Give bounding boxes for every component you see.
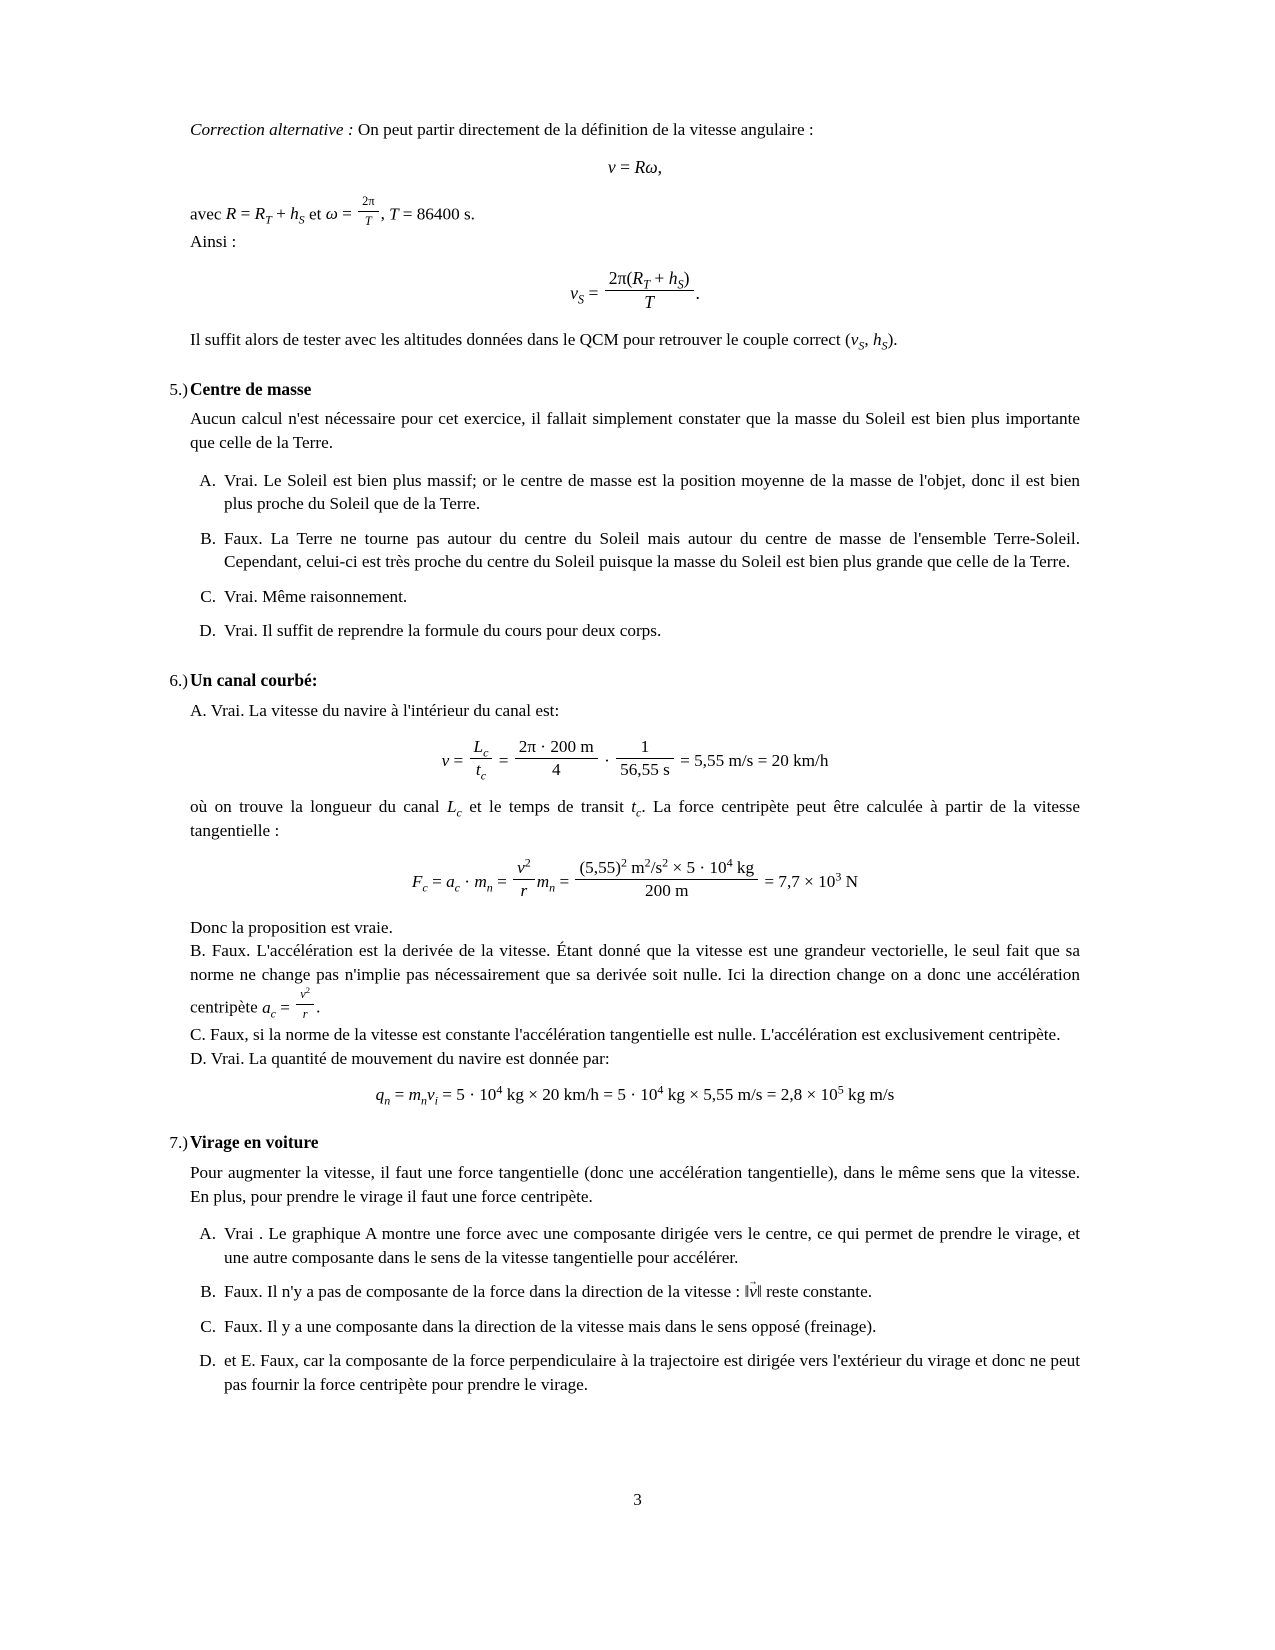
avec-prefix: avec — [190, 203, 222, 223]
correction-alternative-label: Correction alternative : — [190, 120, 354, 139]
correction-alternative-text: On peut partir directement de la définition de la vitesse angulaire : — [353, 120, 814, 139]
avec-mid: et — [308, 203, 322, 223]
exercise-6-after-speed: où on trouve la longueur du canal $L_c$ et le temps de transit $t_c$. La force centripète peut être calculée à partir de la vitesse tangentielle : — [190, 797, 1080, 840]
answer-text-a: Vrai . Le graphique A montre une force avec une composante dirigée vers le centre, ce qui permet de prendre le virage, et une autre composante dans le sens de la vitesse tangentielle pour accélérer. — [224, 1224, 1080, 1267]
list-item — [190, 1280, 1080, 1304]
correction-alternative-paragraph — [190, 118, 1080, 142]
answer-label-b: B. — [200, 528, 216, 548]
answer-text-a: Vrai. Le Soleil est bien plus massif; or le centre de masse est la position moyenne de la masse de l'objet, donc il est bien plus proche du Soleil que de la Terre. — [224, 470, 1080, 514]
formula-canal-speed: v = $\frac{L_c}{t_c}$ = $\frac{2\pi \cdot 200 m}{4}$ · $\frac{1}{56,55 s}$ = 5,55 m/s = 20 km/h — [441, 737, 829, 783]
exercise-5-answer-list — [190, 469, 1080, 643]
list-item — [190, 527, 1080, 574]
answer-text-b-after: reste constante. — [761, 1282, 873, 1302]
exercise-5-title: Centre de masse — [190, 378, 312, 399]
answer-text-c: Vrai. Même raisonnement. — [224, 586, 408, 606]
answer-label-d: D. — [199, 621, 216, 641]
page-number: 3 — [633, 1490, 642, 1509]
exercise-7-answer-list — [190, 1222, 1080, 1396]
list-item — [190, 619, 1080, 643]
exercise-7-intro: Pour augmenter la vitesse, il faut une force tangentielle (donc une accélération tangentielle), dans le même sens que la vitesse. En plus, pour prendre le virage il faut une force centripète. — [190, 1163, 1080, 1206]
answer-label-c: C. — [200, 1316, 216, 1336]
formula-momentum: $q_n = m_nv_i = 5 \cdot 10^4$ kg × 20 $km/h = 5 \cdot 10^4$ kg × 5,55 $m/s = 2,8 \times 10^5$ kg m/s — [375, 1082, 895, 1108]
exercise-6 — [169, 669, 1080, 1108]
answer-label-c: C. — [200, 586, 216, 606]
answer-text-d: Vrai. Il suffit de reprendre la formule du cours pour deux corps. — [224, 621, 662, 641]
answer-label-a: A. — [199, 470, 216, 490]
list-item — [190, 585, 1080, 609]
exercise-5-intro: Aucun calcul n'est nécessaire pour cet exercice, il fallait simplement constater que la masse du Soleil est bien plus importante que celle de la Terre. — [190, 409, 1080, 453]
answer-text-d: et E. Faux, car la composante de la force perpendiculaire à la trajectoire est dirigée vers l'extérieur du virage et donc ne peut pas fournir la force centripète pour prendre le virage. — [224, 1351, 1080, 1395]
closing-paragraph: Il suffit alors de tester avec les altitudes données dans le QCM pour retrouver le couple correct ($v_S$, $h_S$). — [190, 330, 898, 353]
answer-label-b: B. — [200, 1282, 216, 1302]
list-item — [190, 1349, 1080, 1396]
exercise-7 — [169, 1131, 1080, 1396]
answer-text-b-before: Faux. Il n'y a pas de composante de la force dans la direction de la vitesse : — [224, 1282, 745, 1302]
formula-centripetal-force: $F_c = a_c \cdot m_n$ = $\frac{v^2}{r}$ $m_n$ = $\frac{(5,55)^2 m^2/s^2 \times 5 \cdot 10^4 kg}{200 m}$ = $7,7 \times 10^3$ N — [411, 854, 859, 900]
exercise-6-item-b: B. Faux. L'accélération est la derivée de la vitesse. Étant donné que la vitesse est une grandeur vectorielle, le seul fait que sa norme ne change pas n'implie pas nécessairement que sa derivée soit nulle. Ici la direction change on a donc une accélération centripète $a_c$ = $\frac{v^2}{r}$ . — [190, 941, 1080, 1022]
page-content — [169, 118, 1080, 1408]
exercise-6-after-force: Donc la proposition est vraie. — [190, 917, 393, 937]
exercise-7-number: 7.) — [169, 1133, 188, 1153]
answer-text-c: Faux. Il y a une composante dans la direction de la vitesse mais dans le sens opposé (freinage). — [224, 1316, 877, 1336]
answer-label-a: A. — [199, 1224, 216, 1244]
answer-label-d: D. — [199, 1351, 216, 1371]
answer-text-b: Faux. La Terre ne tourne pas autour du centre du Soleil mais autour du centre de masse de l'ensemble Terre-Soleil. Cependant, celui-ci est très proche du centre du Soleil puisque la masse du Soleil est bien plus grande que celle de la Terre. — [224, 528, 1080, 572]
formula-v-equals-r-omega: v = Rω, — [607, 156, 663, 177]
exercise-5 — [169, 378, 1080, 643]
exercise-6-item-d-lead: D. Vrai. La quantité de mouvement du navire est donnée par: — [190, 1048, 610, 1068]
exercise-7-title: Virage en voiture — [190, 1132, 319, 1153]
exercise-6-title: Un canal courbé: — [190, 669, 318, 690]
exercise-6-number: 6.) — [169, 670, 188, 690]
norm-of-velocity-symbol: ‖v →‖ — [744, 1282, 761, 1301]
exercise-6-item-c: C. Faux, si la norme de la vitesse est constante l'accélération tangentielle est nulle. L'accélération est exclusivement centripète. — [190, 1025, 1061, 1045]
list-item — [190, 1315, 1080, 1339]
list-item — [190, 1222, 1080, 1269]
list-item — [190, 469, 1080, 516]
formula-vs: $v_S$ = $\frac{2\pi(R_T + h_S)}{T}$ . — [570, 268, 700, 313]
ainsi-label: Ainsi : — [190, 231, 237, 251]
exercise-6-item-a-lead: A. Vrai. La vitesse du navire à l'intérieur du canal est: — [190, 700, 560, 720]
avec-line: avec $R = R_T + h_S$ et ω = $\frac{2\pi}{T}$ , T = 86400 s. — [190, 193, 475, 228]
exercise-5-number: 5.) — [169, 379, 188, 399]
